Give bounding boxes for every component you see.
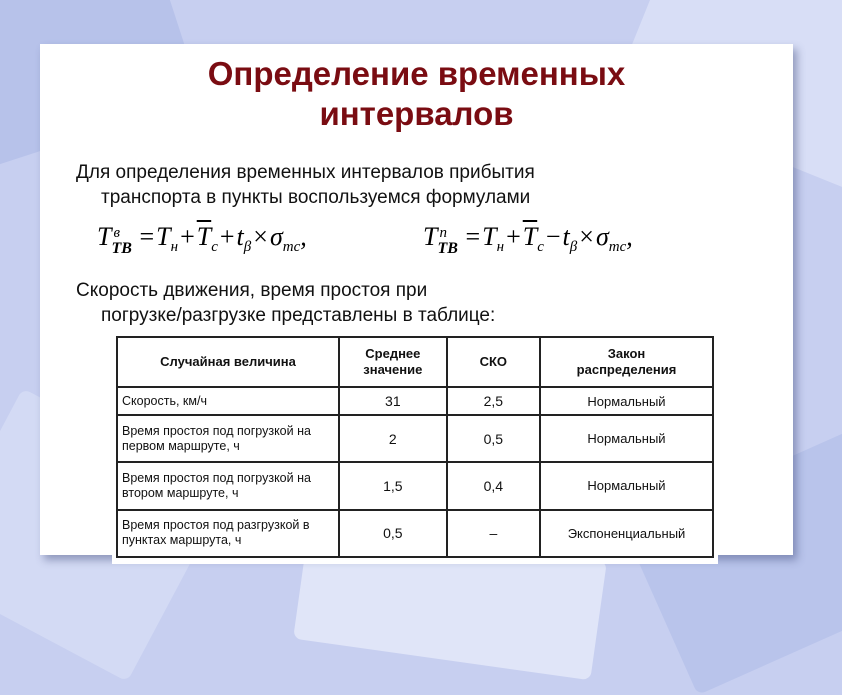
formula-operator: =	[465, 222, 481, 251]
formula-symbol: T	[97, 222, 112, 251]
formula-index	[111, 219, 137, 257]
table-intro-line-2: погрузке/разгрузке представлены в таблице:	[101, 305, 496, 326]
formula-superscript: п	[439, 225, 447, 241]
table-cell: 2,5	[447, 387, 540, 415]
table-cell: Время простоя под погрузкой на втором маршруте, ч	[117, 462, 339, 509]
table-cell: Экспоненциальный	[540, 510, 713, 557]
table-cell: 0,4	[447, 462, 540, 509]
intro-line-1: Для определения временных интервалов прибытия	[76, 162, 535, 183]
table-row	[117, 462, 713, 509]
formula-operator: +	[180, 222, 195, 251]
table-cell: 1,5	[339, 462, 447, 509]
formula-subscript: c	[211, 239, 218, 255]
formula-symbol: $\overline{T}$	[196, 222, 212, 251]
table-cell: Время простоя под разгрузкой в пунктах маршрута, ч	[117, 510, 339, 557]
formula-symbol: t	[562, 222, 570, 251]
formula-operator: ×	[579, 222, 594, 251]
table-intro-paragraph	[76, 278, 776, 328]
formula-symbol: $\overline{T}$	[522, 222, 538, 251]
formula-subscript: TB	[111, 240, 132, 257]
formula-subscript: β	[243, 239, 252, 255]
table-intro-line-1: Скорость движения, время простоя при	[76, 280, 428, 301]
formula-subscript: β	[569, 239, 578, 255]
table-header-text: Закон распределения	[576, 346, 677, 378]
table-cell: Нормальный	[540, 415, 713, 462]
formula-symbol: t	[236, 222, 244, 251]
table-cell: 31	[339, 387, 447, 415]
slide-title-text: Определение временных интервалов	[207, 55, 626, 132]
formula-operator: +	[219, 222, 235, 251]
parameters-table	[116, 336, 714, 558]
formula-punctuation: ,	[626, 222, 633, 251]
table-cell: 0,5	[339, 510, 447, 557]
formula-subscript: н	[496, 239, 505, 255]
table-cell: Время простоя под погрузкой на первом маршруте, ч	[117, 415, 339, 462]
formula-subscript: тс	[608, 239, 627, 255]
table-cell: 2	[339, 415, 447, 462]
table-row	[117, 510, 713, 557]
formula-operator: +	[506, 222, 521, 251]
formula-symbol: T	[156, 222, 171, 251]
table-cell: Нормальный	[540, 387, 713, 415]
formula-subscript: н	[170, 239, 179, 255]
slide-title	[40, 54, 793, 134]
table-header-cell: СКО	[447, 337, 540, 387]
formula-symbol: σ	[595, 222, 609, 251]
formula-punctuation: ,	[300, 222, 307, 251]
intro-paragraph	[76, 160, 776, 210]
table-cell: –	[447, 510, 540, 557]
intro-line-2: транспорта в пункты воспользуемся формулами	[101, 187, 531, 208]
table-header-cell: Случайная величина	[117, 337, 339, 387]
table-header-cell	[339, 337, 447, 387]
table-row	[117, 387, 713, 415]
formula-arrival-upper	[97, 217, 307, 267]
table-cell: Нормальный	[540, 462, 713, 509]
formula-operator: ×	[253, 222, 268, 251]
formula-subscript: TB	[437, 240, 458, 257]
formula-operator: =	[139, 222, 155, 251]
table-header-row	[117, 337, 713, 387]
table-row	[117, 415, 713, 462]
formula-arrival-lower	[423, 217, 633, 267]
formula-operator: −	[545, 222, 561, 251]
formula-symbol: T	[423, 222, 438, 251]
formula-index	[437, 219, 463, 257]
formula-subscript: c	[537, 239, 544, 255]
formula-superscript: в	[113, 225, 120, 241]
formula-symbol: T	[482, 222, 497, 251]
table-header-cell	[540, 337, 713, 387]
table-cell: 0,5	[447, 415, 540, 462]
table-cell: Скорость, км/ч	[117, 387, 339, 415]
table-image	[112, 328, 718, 564]
table-header-text: Среднее значение	[363, 346, 423, 378]
formula-subscript: тс	[282, 239, 301, 255]
formula-symbol: σ	[269, 222, 283, 251]
formula-row	[97, 217, 787, 267]
